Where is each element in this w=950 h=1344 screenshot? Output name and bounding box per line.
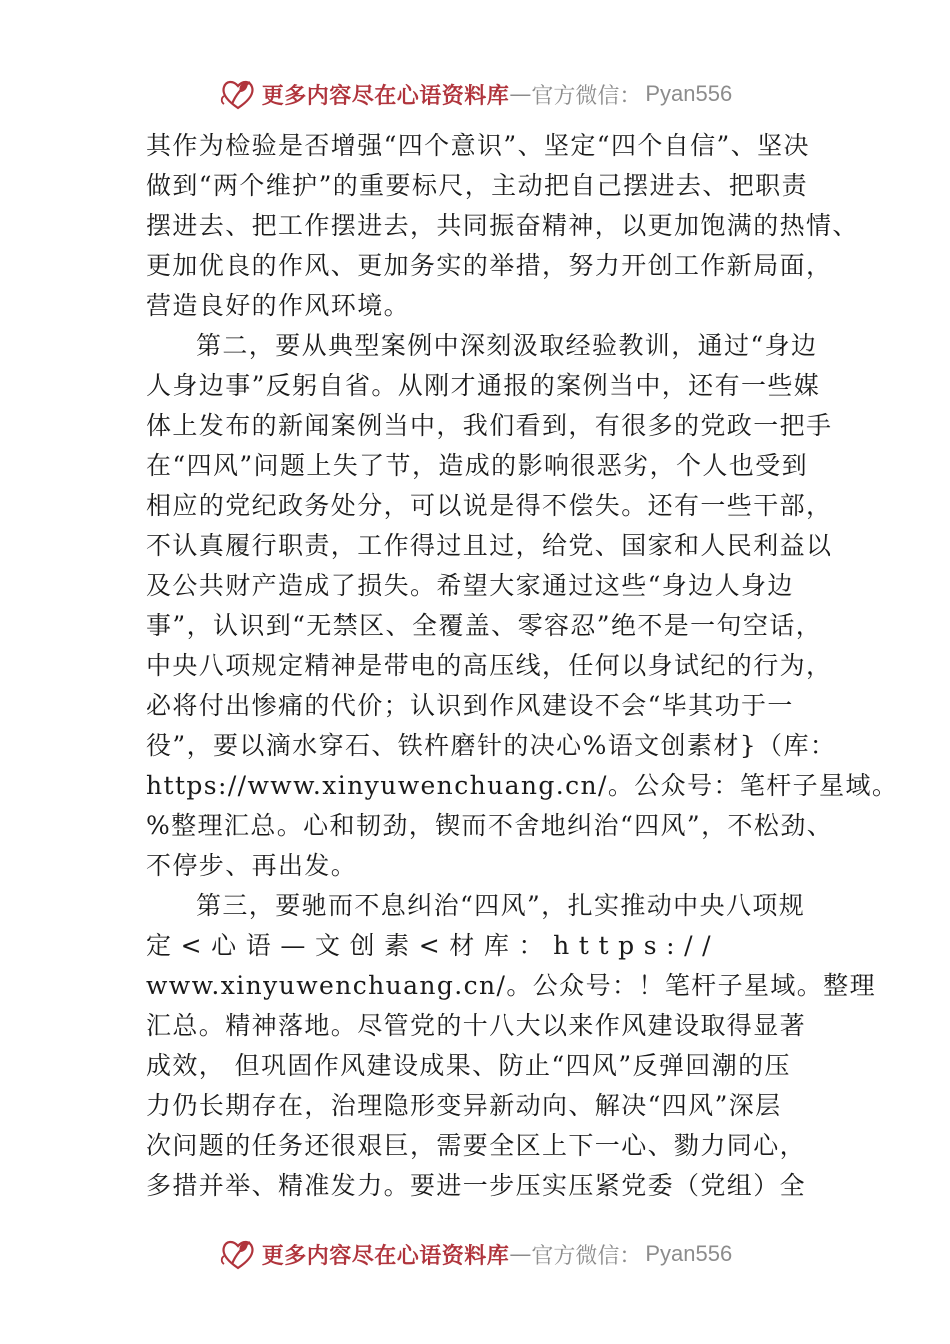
text-line: 事”，认识到“无禁区、全覆盖、零容忍”绝不是一句空话， bbox=[146, 611, 823, 640]
text-line: 役”，要以滴水穿石、铁杵磨针的决心%语文创素材}（库： bbox=[146, 731, 837, 760]
text-line: https://www.xinyuwenchuang.cn/。公众号：笔杆子星域。 bbox=[146, 771, 899, 800]
header-banner bbox=[0, 72, 950, 116]
text-line: 次问题的任务还很艰巨，需要全区上下一心、勠力同心， bbox=[146, 1131, 807, 1160]
footer-banner bbox=[0, 1232, 950, 1276]
text-line: 汇总。精神落地。尽管党的十八大以来作风建设取得显著 bbox=[146, 1011, 807, 1040]
paragraph-2 bbox=[146, 326, 899, 886]
banner-brand: 更多内容尽在心语资料库 bbox=[261, 1242, 510, 1269]
text-line: %整理汇总。心和韧劲，锲而不舍地纠治“四风”，不松劲、 bbox=[146, 811, 834, 840]
document-body bbox=[146, 126, 899, 1206]
text-line: 力仍长期存在，治理隐形变异新动向、解决“四风”深层 bbox=[146, 1091, 782, 1120]
banner-wechat-id: Pyan556 bbox=[645, 81, 733, 106]
text-line: 相应的党纪政务处分，可以说是得不偿失。还有一些干部， bbox=[146, 491, 833, 520]
text-line: 定<心语—文创素<材库：https:// bbox=[146, 931, 721, 960]
paragraph-3 bbox=[146, 886, 876, 1206]
text-line: 必将付出惨痛的代价；认识到作风建设不会“毕其功于一 bbox=[146, 691, 794, 720]
text-line: 体上发布的新闻案例当中，我们看到，有很多的党政一把手 bbox=[146, 411, 833, 440]
heart-leaf-logo-icon bbox=[218, 1234, 258, 1274]
text-line: www.xinyuwenchuang.cn/。公众号：！笔杆子星域。整理 bbox=[146, 971, 876, 1000]
banner-separator: — bbox=[509, 1241, 532, 1267]
heart-leaf-logo-icon bbox=[218, 74, 258, 114]
text-line: 其作为检验是否增强“四个意识”、坚定“四个自信”、坚决 bbox=[146, 131, 810, 160]
text-line: 摆进去、把工作摆进去，共同振奋精神，以更加饱满的热情、 bbox=[146, 211, 859, 240]
banner-separator: — bbox=[509, 81, 532, 107]
text-line: 做到“两个维护”的重要标尺，主动把自己摆进去、把职责 bbox=[146, 171, 808, 200]
text-line: 成效， 但巩固作风建设成果、防止“四风”反弹回潮的压 bbox=[146, 1051, 791, 1080]
text-line: 第三，要驰而不息纠治“四风”，扎实推动中央八项规 bbox=[196, 891, 806, 920]
text-line: 在“四风”问题上失了节，造成的影响很恶劣，个人也受到 bbox=[146, 451, 808, 480]
banner-wechat-label: 官方微信： bbox=[531, 1243, 642, 1269]
text-line: 中央八项规定精神是带电的高压线，任何以身试纪的行为， bbox=[146, 651, 833, 680]
banner-brand: 更多内容尽在心语资料库 bbox=[261, 82, 510, 109]
text-line: 不停步、再出发。 bbox=[146, 851, 358, 880]
banner-wechat-label: 官方微信： bbox=[531, 83, 642, 109]
text-line: 人身边事”反躬自省。从刚才通报的案例当中，还有一些媒 bbox=[146, 371, 821, 400]
text-line: 第二，要从典型案例中深刻汲取经验教训，通过“身边 bbox=[196, 331, 818, 360]
text-line: 营造良好的作风环境。 bbox=[146, 291, 411, 320]
paragraph-1 bbox=[146, 126, 859, 326]
text-line: 更加优良的作风、更加务实的举措，努力开创工作新局面， bbox=[146, 251, 833, 280]
text-line: 多措并举、精准发力。要进一步压实压紧党委（党组）全 bbox=[146, 1171, 807, 1200]
banner-wechat-id: Pyan556 bbox=[645, 1241, 733, 1266]
text-line: 不认真履行职责，工作得过且过，给党、国家和人民利益以 bbox=[146, 531, 833, 560]
text-line: 及公共财产造成了损失。希望大家通过这些“身边人身边 bbox=[146, 571, 794, 600]
